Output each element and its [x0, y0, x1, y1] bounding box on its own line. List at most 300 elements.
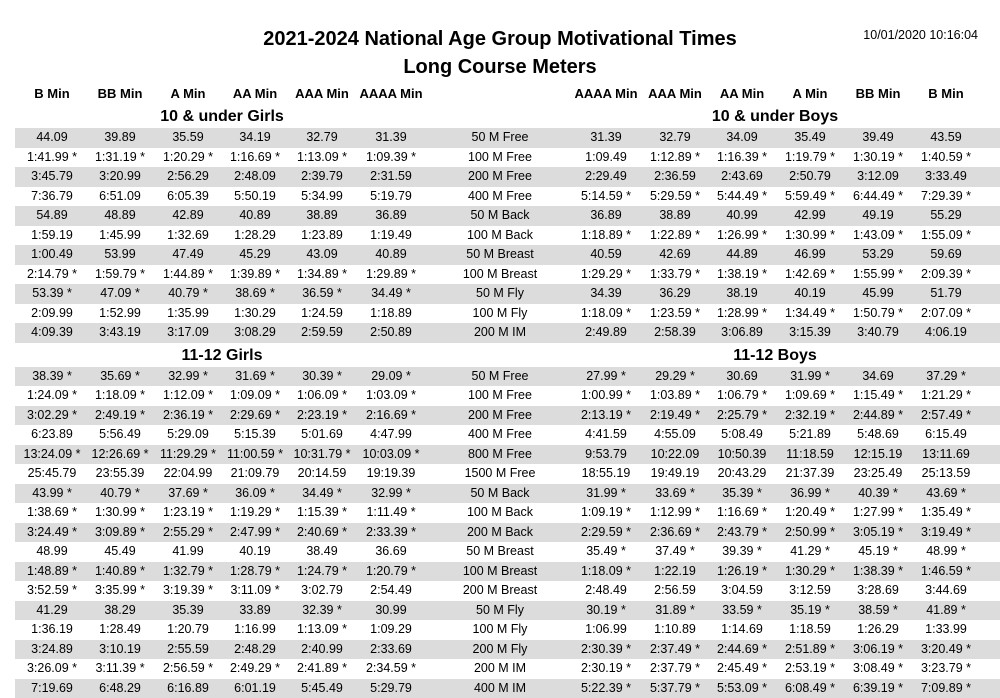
- girls-time-cell: 5:29.09: [152, 427, 224, 441]
- girls-time-cell: 3:26.09 *: [16, 661, 88, 675]
- girls-time-cell: 3:02.29 *: [16, 408, 88, 422]
- table-row: [15, 167, 1000, 187]
- boys-time-cell: 1:33.79 *: [639, 267, 711, 281]
- girls-time-cell: 1:31.19 *: [84, 150, 156, 164]
- girls-time-cell: 40.79 *: [84, 486, 156, 500]
- boys-time-cell: 3:12.59: [774, 583, 846, 597]
- girls-time-cell: 3:19.39 *: [152, 583, 224, 597]
- girls-time-cell: 29.09 *: [355, 369, 427, 383]
- boys-time-cell: 1:42.69 *: [774, 267, 846, 281]
- girls-time-cell: 6:51.09: [84, 189, 156, 203]
- event-name: 100 M Free: [445, 150, 555, 164]
- boys-time-cell: 27.99 *: [570, 369, 642, 383]
- girls-time-cell: 1:34.89 *: [286, 267, 358, 281]
- boys-time-cell: 44.89: [706, 247, 778, 261]
- boys-time-cell: 2:43.79 *: [706, 525, 778, 539]
- boys-time-cell: 2:56.59: [639, 583, 711, 597]
- girls-time-cell: 2:16.69 *: [355, 408, 427, 422]
- girls-time-cell: 1:09.39 *: [355, 150, 427, 164]
- event-name: 100 M Back: [445, 505, 555, 519]
- girls-time-cell: 10:31.79 *: [286, 447, 358, 461]
- boys-time-cell: 1:22.89 *: [639, 228, 711, 242]
- boys-time-cell: 1:03.89 *: [639, 388, 711, 402]
- boys-time-cell: 1:27.99 *: [842, 505, 914, 519]
- girls-time-cell: 25:45.79: [16, 466, 88, 480]
- table-row: [15, 620, 1000, 640]
- boys-time-cell: 1:18.89 *: [570, 228, 642, 242]
- event-name: 100 M Back: [445, 228, 555, 242]
- girls-time-cell: 2:59.59: [286, 325, 358, 339]
- event-name: 50 M Fly: [445, 603, 555, 617]
- boys-time-cell: 1:15.49 *: [842, 388, 914, 402]
- girls-time-cell: 34.19: [219, 130, 291, 144]
- girls-time-cell: 1:28.79 *: [219, 564, 291, 578]
- boys-time-cell: 34.09: [706, 130, 778, 144]
- boys-time-cell: 33.59 *: [706, 603, 778, 617]
- girls-column-header: A Min: [152, 86, 224, 101]
- boys-time-cell: 41.89 *: [910, 603, 982, 617]
- event-name: 100 M Breast: [445, 267, 555, 281]
- boys-time-cell: 1:38.39 *: [842, 564, 914, 578]
- boys-time-cell: 2:36.59: [639, 169, 711, 183]
- boys-time-cell: 2:30.19 *: [570, 661, 642, 675]
- boys-time-cell: 21:37.39: [774, 466, 846, 480]
- boys-time-cell: 38.19: [706, 286, 778, 300]
- girls-time-cell: 21:09.79: [219, 466, 291, 480]
- boys-time-cell: 1:43.09 *: [842, 228, 914, 242]
- girls-time-cell: 32.99 *: [355, 486, 427, 500]
- girls-time-cell: 2:50.89: [355, 325, 427, 339]
- boys-time-cell: 3:08.49 *: [842, 661, 914, 675]
- boys-time-cell: 2:49.89: [570, 325, 642, 339]
- boys-time-cell: 1:18.09 *: [570, 306, 642, 320]
- girls-time-cell: 1:12.09 *: [152, 388, 224, 402]
- boys-time-cell: 35.19 *: [774, 603, 846, 617]
- girls-time-cell: 4:09.39: [16, 325, 88, 339]
- boys-time-cell: 2:53.19 *: [774, 661, 846, 675]
- girls-time-cell: 1:39.89 *: [219, 267, 291, 281]
- boys-time-cell: 1:22.19: [639, 564, 711, 578]
- boys-time-cell: 11:18.59: [774, 447, 846, 461]
- table-row: [15, 187, 1000, 207]
- girls-time-cell: 34.49 *: [355, 286, 427, 300]
- boys-time-cell: 36.89: [570, 208, 642, 222]
- boys-time-cell: 32.79: [639, 130, 711, 144]
- boys-column-header: BB Min: [842, 86, 914, 101]
- boys-time-cell: 36.99 *: [774, 486, 846, 500]
- boys-time-cell: 2:13.19 *: [570, 408, 642, 422]
- girls-time-cell: 1:59.19: [16, 228, 88, 242]
- girls-time-cell: 38.89: [286, 208, 358, 222]
- girls-time-cell: 1:09.29: [355, 622, 427, 636]
- event-name: 200 M Back: [445, 525, 555, 539]
- girls-time-cell: 3:08.29: [219, 325, 291, 339]
- boys-time-cell: 39.39 *: [706, 544, 778, 558]
- boys-time-cell: 9:53.79: [570, 447, 642, 461]
- girls-time-cell: 43.09: [286, 247, 358, 261]
- girls-time-cell: 31.39: [355, 130, 427, 144]
- event-name: 50 M Free: [445, 130, 555, 144]
- boys-time-cell: 2:44.89 *: [842, 408, 914, 422]
- girls-time-cell: 1:44.89 *: [152, 267, 224, 281]
- girls-time-cell: 41.29: [16, 603, 88, 617]
- girls-time-cell: 6:16.89: [152, 681, 224, 695]
- boys-time-cell: 38.89: [639, 208, 711, 222]
- boys-time-cell: 3:33.49: [910, 169, 982, 183]
- girls-time-cell: 3:11.09 *: [219, 583, 291, 597]
- boys-time-cell: 31.39: [570, 130, 642, 144]
- boys-time-cell: 1:26.99 *: [706, 228, 778, 242]
- girls-time-cell: 38.29: [84, 603, 156, 617]
- boys-time-cell: 1:19.79 *: [774, 150, 846, 164]
- page-title: 2021-2024 National Age Group Motivational Times: [0, 28, 1000, 51]
- boys-time-cell: 41.29 *: [774, 544, 846, 558]
- event-name: 100 M Breast: [445, 564, 555, 578]
- event-name: 50 M Back: [445, 208, 555, 222]
- boys-time-cell: 55.29: [910, 208, 982, 222]
- boys-time-cell: 2:51.89 *: [774, 642, 846, 656]
- event-name: 400 M Free: [445, 189, 555, 203]
- event-name: 100 M Free: [445, 388, 555, 402]
- girls-time-cell: 1:36.19: [16, 622, 88, 636]
- boys-time-cell: 37.49 *: [639, 544, 711, 558]
- boys-time-cell: 3:28.69: [842, 583, 914, 597]
- table-row: [15, 659, 1000, 679]
- girls-time-cell: 1:24.09 *: [16, 388, 88, 402]
- girls-time-cell: 6:23.89: [16, 427, 88, 441]
- event-name: 100 M Fly: [445, 306, 555, 320]
- boys-time-cell: 1:09.19 *: [570, 505, 642, 519]
- boys-time-cell: 3:15.39: [774, 325, 846, 339]
- girls-time-cell: 23:55.39: [84, 466, 156, 480]
- girls-time-cell: 1:24.59: [286, 306, 358, 320]
- girls-column-header: B Min: [16, 86, 88, 101]
- event-name: 200 M Free: [445, 169, 555, 183]
- table-row: [15, 284, 1000, 304]
- boys-time-cell: 5:59.49 *: [774, 189, 846, 203]
- girls-time-cell: 1:24.79 *: [286, 564, 358, 578]
- girls-time-cell: 36.09 *: [219, 486, 291, 500]
- boys-time-cell: 2:29.59 *: [570, 525, 642, 539]
- girls-time-cell: 1:09.09 *: [219, 388, 291, 402]
- girls-time-cell: 3:10.19: [84, 642, 156, 656]
- boys-time-cell: 3:05.19 *: [842, 525, 914, 539]
- girls-time-cell: 2:29.69 *: [219, 408, 291, 422]
- boys-time-cell: 1:26.19 *: [706, 564, 778, 578]
- boys-time-cell: 1:30.19 *: [842, 150, 914, 164]
- boys-time-cell: 42.99: [774, 208, 846, 222]
- girls-time-cell: 1:28.29: [219, 228, 291, 242]
- table-row: [15, 226, 1000, 246]
- table-row: [15, 523, 1000, 543]
- girls-time-cell: 2:33.39 *: [355, 525, 427, 539]
- girls-time-cell: 1:41.99 *: [16, 150, 88, 164]
- table-row: [15, 323, 1000, 343]
- boys-time-cell: 1:12.89 *: [639, 150, 711, 164]
- girls-time-cell: 3:20.99: [84, 169, 156, 183]
- girls-time-cell: 11:00.59 *: [219, 447, 291, 461]
- girls-time-cell: 1:18.09 *: [84, 388, 156, 402]
- boys-time-cell: 2:37.79 *: [639, 661, 711, 675]
- boys-time-cell: 1:55.09 *: [910, 228, 982, 242]
- boys-time-cell: 5:44.49 *: [706, 189, 778, 203]
- girls-time-cell: 1:19.29 *: [219, 505, 291, 519]
- girls-time-cell: 41.99: [152, 544, 224, 558]
- girls-time-cell: 2:33.69: [355, 642, 427, 656]
- girls-time-cell: 35.59: [152, 130, 224, 144]
- boys-time-cell: 30.69: [706, 369, 778, 383]
- girls-time-cell: 40.89: [219, 208, 291, 222]
- boys-time-cell: 3:06.89: [706, 325, 778, 339]
- girls-time-cell: 1:30.29: [219, 306, 291, 320]
- boys-time-cell: 43.59: [910, 130, 982, 144]
- boys-time-cell: 34.39: [570, 286, 642, 300]
- table-row: [15, 679, 1000, 698]
- boys-time-cell: 34.69: [842, 369, 914, 383]
- girls-time-cell: 32.39 *: [286, 603, 358, 617]
- boys-time-cell: 2:50.79: [774, 169, 846, 183]
- boys-time-cell: 1:50.79 *: [842, 306, 914, 320]
- girls-time-cell: 4:47.99: [355, 427, 427, 441]
- event-name: 1500 M Free: [445, 466, 555, 480]
- boys-time-cell: 5:22.39 *: [570, 681, 642, 695]
- girls-time-cell: 1:20.79 *: [355, 564, 427, 578]
- boys-time-cell: 23:25.49: [842, 466, 914, 480]
- girls-time-cell: 2:40.99: [286, 642, 358, 656]
- boys-time-cell: 35.39 *: [706, 486, 778, 500]
- girls-time-cell: 1:18.89: [355, 306, 427, 320]
- boys-column-header: AAA Min: [639, 86, 711, 101]
- girls-time-cell: 7:19.69: [16, 681, 88, 695]
- girls-time-cell: 48.89: [84, 208, 156, 222]
- girls-time-cell: 3:52.59 *: [16, 583, 88, 597]
- boys-time-cell: 48.99 *: [910, 544, 982, 558]
- boys-time-cell: 29.29 *: [639, 369, 711, 383]
- table-row: [15, 367, 1000, 387]
- table-row: [15, 562, 1000, 582]
- boys-time-cell: 45.19 *: [842, 544, 914, 558]
- table-row: [15, 581, 1000, 601]
- boys-time-cell: 20:43.29: [706, 466, 778, 480]
- table-row: [15, 128, 1000, 148]
- boys-time-cell: 1:14.69: [706, 622, 778, 636]
- girls-time-cell: 20:14.59: [286, 466, 358, 480]
- girls-time-cell: 2:54.49: [355, 583, 427, 597]
- girls-time-cell: 1:32.79 *: [152, 564, 224, 578]
- boys-time-cell: 2:44.69 *: [706, 642, 778, 656]
- girls-time-cell: 1:38.69 *: [16, 505, 88, 519]
- girls-time-cell: 1:32.69: [152, 228, 224, 242]
- girls-time-cell: 13:24.09 *: [16, 447, 88, 461]
- boys-time-cell: 1:16.69 *: [706, 505, 778, 519]
- boys-time-cell: 2:57.49 *: [910, 408, 982, 422]
- boys-time-cell: 1:10.89: [639, 622, 711, 636]
- boys-time-cell: 3:19.49 *: [910, 525, 982, 539]
- girls-time-cell: 5:45.49: [286, 681, 358, 695]
- boys-time-cell: 35.49: [774, 130, 846, 144]
- girls-time-cell: 54.89: [16, 208, 88, 222]
- boys-time-cell: 2:30.39 *: [570, 642, 642, 656]
- girls-time-cell: 6:48.29: [84, 681, 156, 695]
- boys-time-cell: 5:08.49: [706, 427, 778, 441]
- event-name: 50 M Breast: [445, 544, 555, 558]
- girls-time-cell: 1:06.09 *: [286, 388, 358, 402]
- girls-time-cell: 2:56.59 *: [152, 661, 224, 675]
- boys-time-cell: 1:18.59: [774, 622, 846, 636]
- girls-time-cell: 34.49 *: [286, 486, 358, 500]
- girls-time-cell: 47.49: [152, 247, 224, 261]
- table-row: [15, 148, 1000, 168]
- girls-time-cell: 2:31.59: [355, 169, 427, 183]
- girls-time-cell: 1:35.99: [152, 306, 224, 320]
- boys-time-cell: 5:37.79 *: [639, 681, 711, 695]
- boys-time-cell: 1:16.39 *: [706, 150, 778, 164]
- girls-time-cell: 2:55.29 *: [152, 525, 224, 539]
- boys-column-header: AAAA Min: [570, 86, 642, 101]
- boys-time-cell: 1:06.79 *: [706, 388, 778, 402]
- boys-time-cell: 1:12.99 *: [639, 505, 711, 519]
- boys-time-cell: 40.99: [706, 208, 778, 222]
- boys-time-cell: 3:12.09: [842, 169, 914, 183]
- page-subtitle: Long Course Meters: [0, 56, 1000, 79]
- girls-time-cell: 2:49.19 *: [84, 408, 156, 422]
- boys-time-cell: 2:32.19 *: [774, 408, 846, 422]
- table-row: [15, 640, 1000, 660]
- girls-time-cell: 5:29.79: [355, 681, 427, 695]
- girls-section-title: 11-12 Girls: [122, 347, 322, 365]
- girls-time-cell: 1:03.09 *: [355, 388, 427, 402]
- event-name: 400 M Free: [445, 427, 555, 441]
- boys-time-cell: 3:40.79: [842, 325, 914, 339]
- boys-time-cell: 6:15.49: [910, 427, 982, 441]
- boys-time-cell: 19:49.19: [639, 466, 711, 480]
- event-name: 100 M Fly: [445, 622, 555, 636]
- girls-time-cell: 1:28.49: [84, 622, 156, 636]
- boys-time-cell: 1:00.99 *: [570, 388, 642, 402]
- girls-time-cell: 36.89: [355, 208, 427, 222]
- event-name: 200 M Fly: [445, 642, 555, 656]
- girls-time-cell: 6:05.39: [152, 189, 224, 203]
- girls-time-cell: 12:26.69 *: [84, 447, 156, 461]
- girls-time-cell: 35.69 *: [84, 369, 156, 383]
- girls-time-cell: 22:04.99: [152, 466, 224, 480]
- boys-time-cell: 4:06.19: [910, 325, 982, 339]
- girls-time-cell: 3:43.19: [84, 325, 156, 339]
- table-row: [15, 464, 1000, 484]
- girls-column-header: AAA Min: [286, 86, 358, 101]
- boys-time-cell: 6:39.19 *: [842, 681, 914, 695]
- boys-time-cell: 35.49 *: [570, 544, 642, 558]
- girls-time-cell: 1:23.19 *: [152, 505, 224, 519]
- boys-time-cell: 6:08.49 *: [774, 681, 846, 695]
- girls-time-cell: 1:15.39 *: [286, 505, 358, 519]
- boys-time-cell: 4:41.59: [570, 427, 642, 441]
- boys-time-cell: 2:45.49 *: [706, 661, 778, 675]
- boys-column-header: A Min: [774, 86, 846, 101]
- event-name: 200 M Breast: [445, 583, 555, 597]
- girls-time-cell: 2:34.59 *: [355, 661, 427, 675]
- boys-time-cell: 1:28.99 *: [706, 306, 778, 320]
- table-row: [15, 245, 1000, 265]
- girls-time-cell: 2:56.29: [152, 169, 224, 183]
- girls-time-cell: 3:24.49 *: [16, 525, 88, 539]
- boys-column-header: B Min: [910, 86, 982, 101]
- girls-column-header: AA Min: [219, 86, 291, 101]
- girls-time-cell: 31.69 *: [219, 369, 291, 383]
- girls-column-header: AAAA Min: [355, 86, 427, 101]
- table-row: [15, 601, 1000, 621]
- girls-time-cell: 3:24.89: [16, 642, 88, 656]
- boys-time-cell: 5:29.59 *: [639, 189, 711, 203]
- boys-time-cell: 2:19.49 *: [639, 408, 711, 422]
- event-name: 50 M Free: [445, 369, 555, 383]
- girls-time-cell: 3:35.99 *: [84, 583, 156, 597]
- boys-time-cell: 5:53.09 *: [706, 681, 778, 695]
- girls-time-cell: 2:49.29 *: [219, 661, 291, 675]
- boys-time-cell: 31.89 *: [639, 603, 711, 617]
- boys-time-cell: 3:04.59: [706, 583, 778, 597]
- girls-time-cell: 44.09: [16, 130, 88, 144]
- girls-time-cell: 3:02.79: [286, 583, 358, 597]
- table-row: [15, 503, 1000, 523]
- boys-time-cell: 38.59 *: [842, 603, 914, 617]
- boys-time-cell: 1:20.49 *: [774, 505, 846, 519]
- boys-time-cell: 1:30.29 *: [774, 564, 846, 578]
- girls-time-cell: 2:09.99: [16, 306, 88, 320]
- boys-time-cell: 2:25.79 *: [706, 408, 778, 422]
- boys-time-cell: 1:29.29 *: [570, 267, 642, 281]
- boys-time-cell: 25:13.59: [910, 466, 982, 480]
- event-name: 200 M Free: [445, 408, 555, 422]
- girls-time-cell: 35.39: [152, 603, 224, 617]
- girls-time-cell: 2:48.29: [219, 642, 291, 656]
- girls-time-cell: 5:19.79: [355, 189, 427, 203]
- event-name: 50 M Fly: [445, 286, 555, 300]
- girls-time-cell: 1:16.99: [219, 622, 291, 636]
- boys-time-cell: 31.99 *: [774, 369, 846, 383]
- girls-time-cell: 1:20.79: [152, 622, 224, 636]
- boys-time-cell: 7:09.89 *: [910, 681, 982, 695]
- girls-time-cell: 2:48.09: [219, 169, 291, 183]
- table-row: [15, 445, 1000, 465]
- boys-time-cell: 2:50.99 *: [774, 525, 846, 539]
- boys-time-cell: 1:09.69 *: [774, 388, 846, 402]
- boys-time-cell: 46.99: [774, 247, 846, 261]
- boys-time-cell: 30.19 *: [570, 603, 642, 617]
- girls-time-cell: 5:01.69: [286, 427, 358, 441]
- boys-time-cell: 5:48.69: [842, 427, 914, 441]
- girls-time-cell: 1:29.89 *: [355, 267, 427, 281]
- boys-time-cell: 1:09.49: [570, 150, 642, 164]
- boys-time-cell: 1:38.19 *: [706, 267, 778, 281]
- boys-time-cell: 40.59: [570, 247, 642, 261]
- girls-time-cell: 2:39.79: [286, 169, 358, 183]
- boys-time-cell: 6:44.49 *: [842, 189, 914, 203]
- girls-time-cell: 45.49: [84, 544, 156, 558]
- boys-section-title: 11-12 Boys: [675, 347, 875, 365]
- girls-time-cell: 2:47.99 *: [219, 525, 291, 539]
- boys-time-cell: 49.19: [842, 208, 914, 222]
- girls-time-cell: 32.79: [286, 130, 358, 144]
- girls-time-cell: 5:15.39: [219, 427, 291, 441]
- table-row: [15, 386, 1000, 406]
- table-row: [15, 265, 1000, 285]
- girls-time-cell: 45.29: [219, 247, 291, 261]
- girls-time-cell: 2:23.19 *: [286, 408, 358, 422]
- table-row: [15, 406, 1000, 426]
- boys-time-cell: 3:06.19 *: [842, 642, 914, 656]
- girls-time-cell: 30.39 *: [286, 369, 358, 383]
